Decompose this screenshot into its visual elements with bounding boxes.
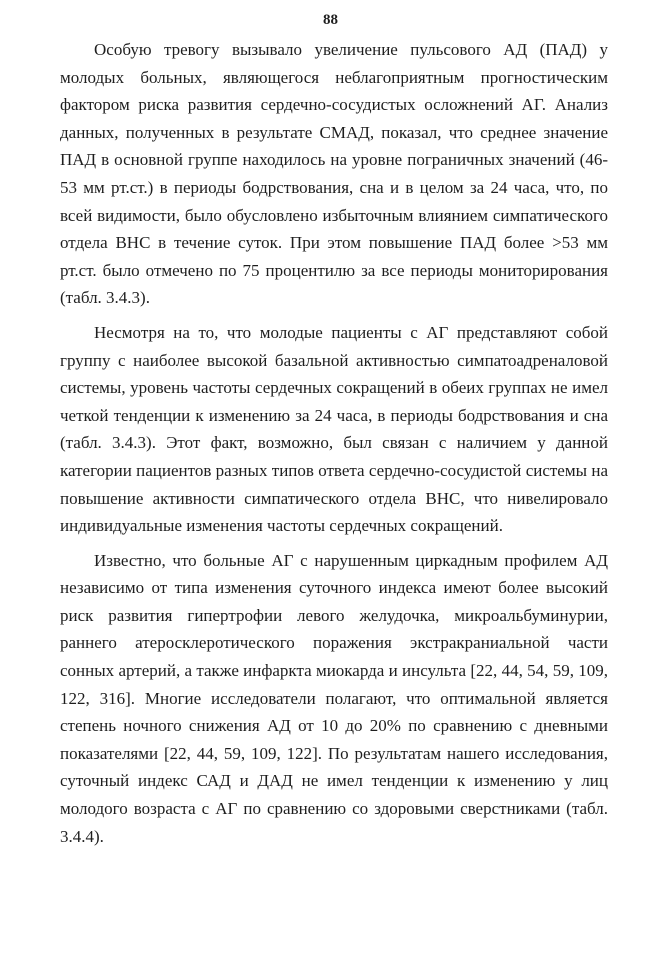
paragraph-heart-rate: Несмотря на то, что молодые пациенты с АГ представляют собой группу с наиболее высокой базальной активностью симпатоадреналовой системы, уровень частоты сердечных сокращений в обеих группах не имел четкой тенденции к изменению за 24 часа, в периоды бодрствования и сна (табл. 3.4.3). Этот факт, возможно, был связан с наличием у данной категории пациентов разных типов ответа сердечно-сосудистой системы на повышение активности симпатического отдела ВНС, что нивелировало индивидуальные изменения частоты сердечных сокращений. [60,322,608,536]
paragraph-circadian-profile: Известно, что больные АГ с нарушенным циркадным профилем АД независимо от типа изменения суточного индекса имеют более высокий риск развития гипертрофии левого желудочка, микроальбуминурии, раннего атеросклеротического поражения экстракраниальной части сонных артерий, а также инфаркта миокарда и инсульта [22, 44, 54, 59, 109, 122, 316]. Многие исследователи полагают, что оптимальной является степень ночного снижения АД от 10 до 20% по сравнению с дневными показателями [22, 44, 59, 109, 122]. По результатам нашего исследования, суточный индекс САД и ДАД не имел тенденции к изменению у лиц молодого возраста с АГ по сравнению со здоровыми сверстниками (табл. 3.4.4). [60,550,608,846]
paragraph-pulse-pressure: Особую тревогу вызывало увеличение пульсового АД (ПАД) у молодых больных, являющегося неблагоприятным прогностическим фактором риска развития сердечно-сосудистых осложнений АГ. Анализ данных, полученных в результате СМАД, показал, что среднее значение ПАД в основной группе находилось на уровне пограничных значений (46-53 мм рт.ст.) в периоды бодрствования, сна и в целом за 24 часа, что, по всей видимости, было обусловлено избыточным влиянием симпатического отдела ВНС в течение суток. При этом повышение ПАД более >53 мм рт.ст. было отмечено по 75 процентилю за все периоды мониторирования (табл. 3.4.3). [60,40,608,308]
document-body [60,36,608,857]
page-number: 88 [323,12,338,28]
